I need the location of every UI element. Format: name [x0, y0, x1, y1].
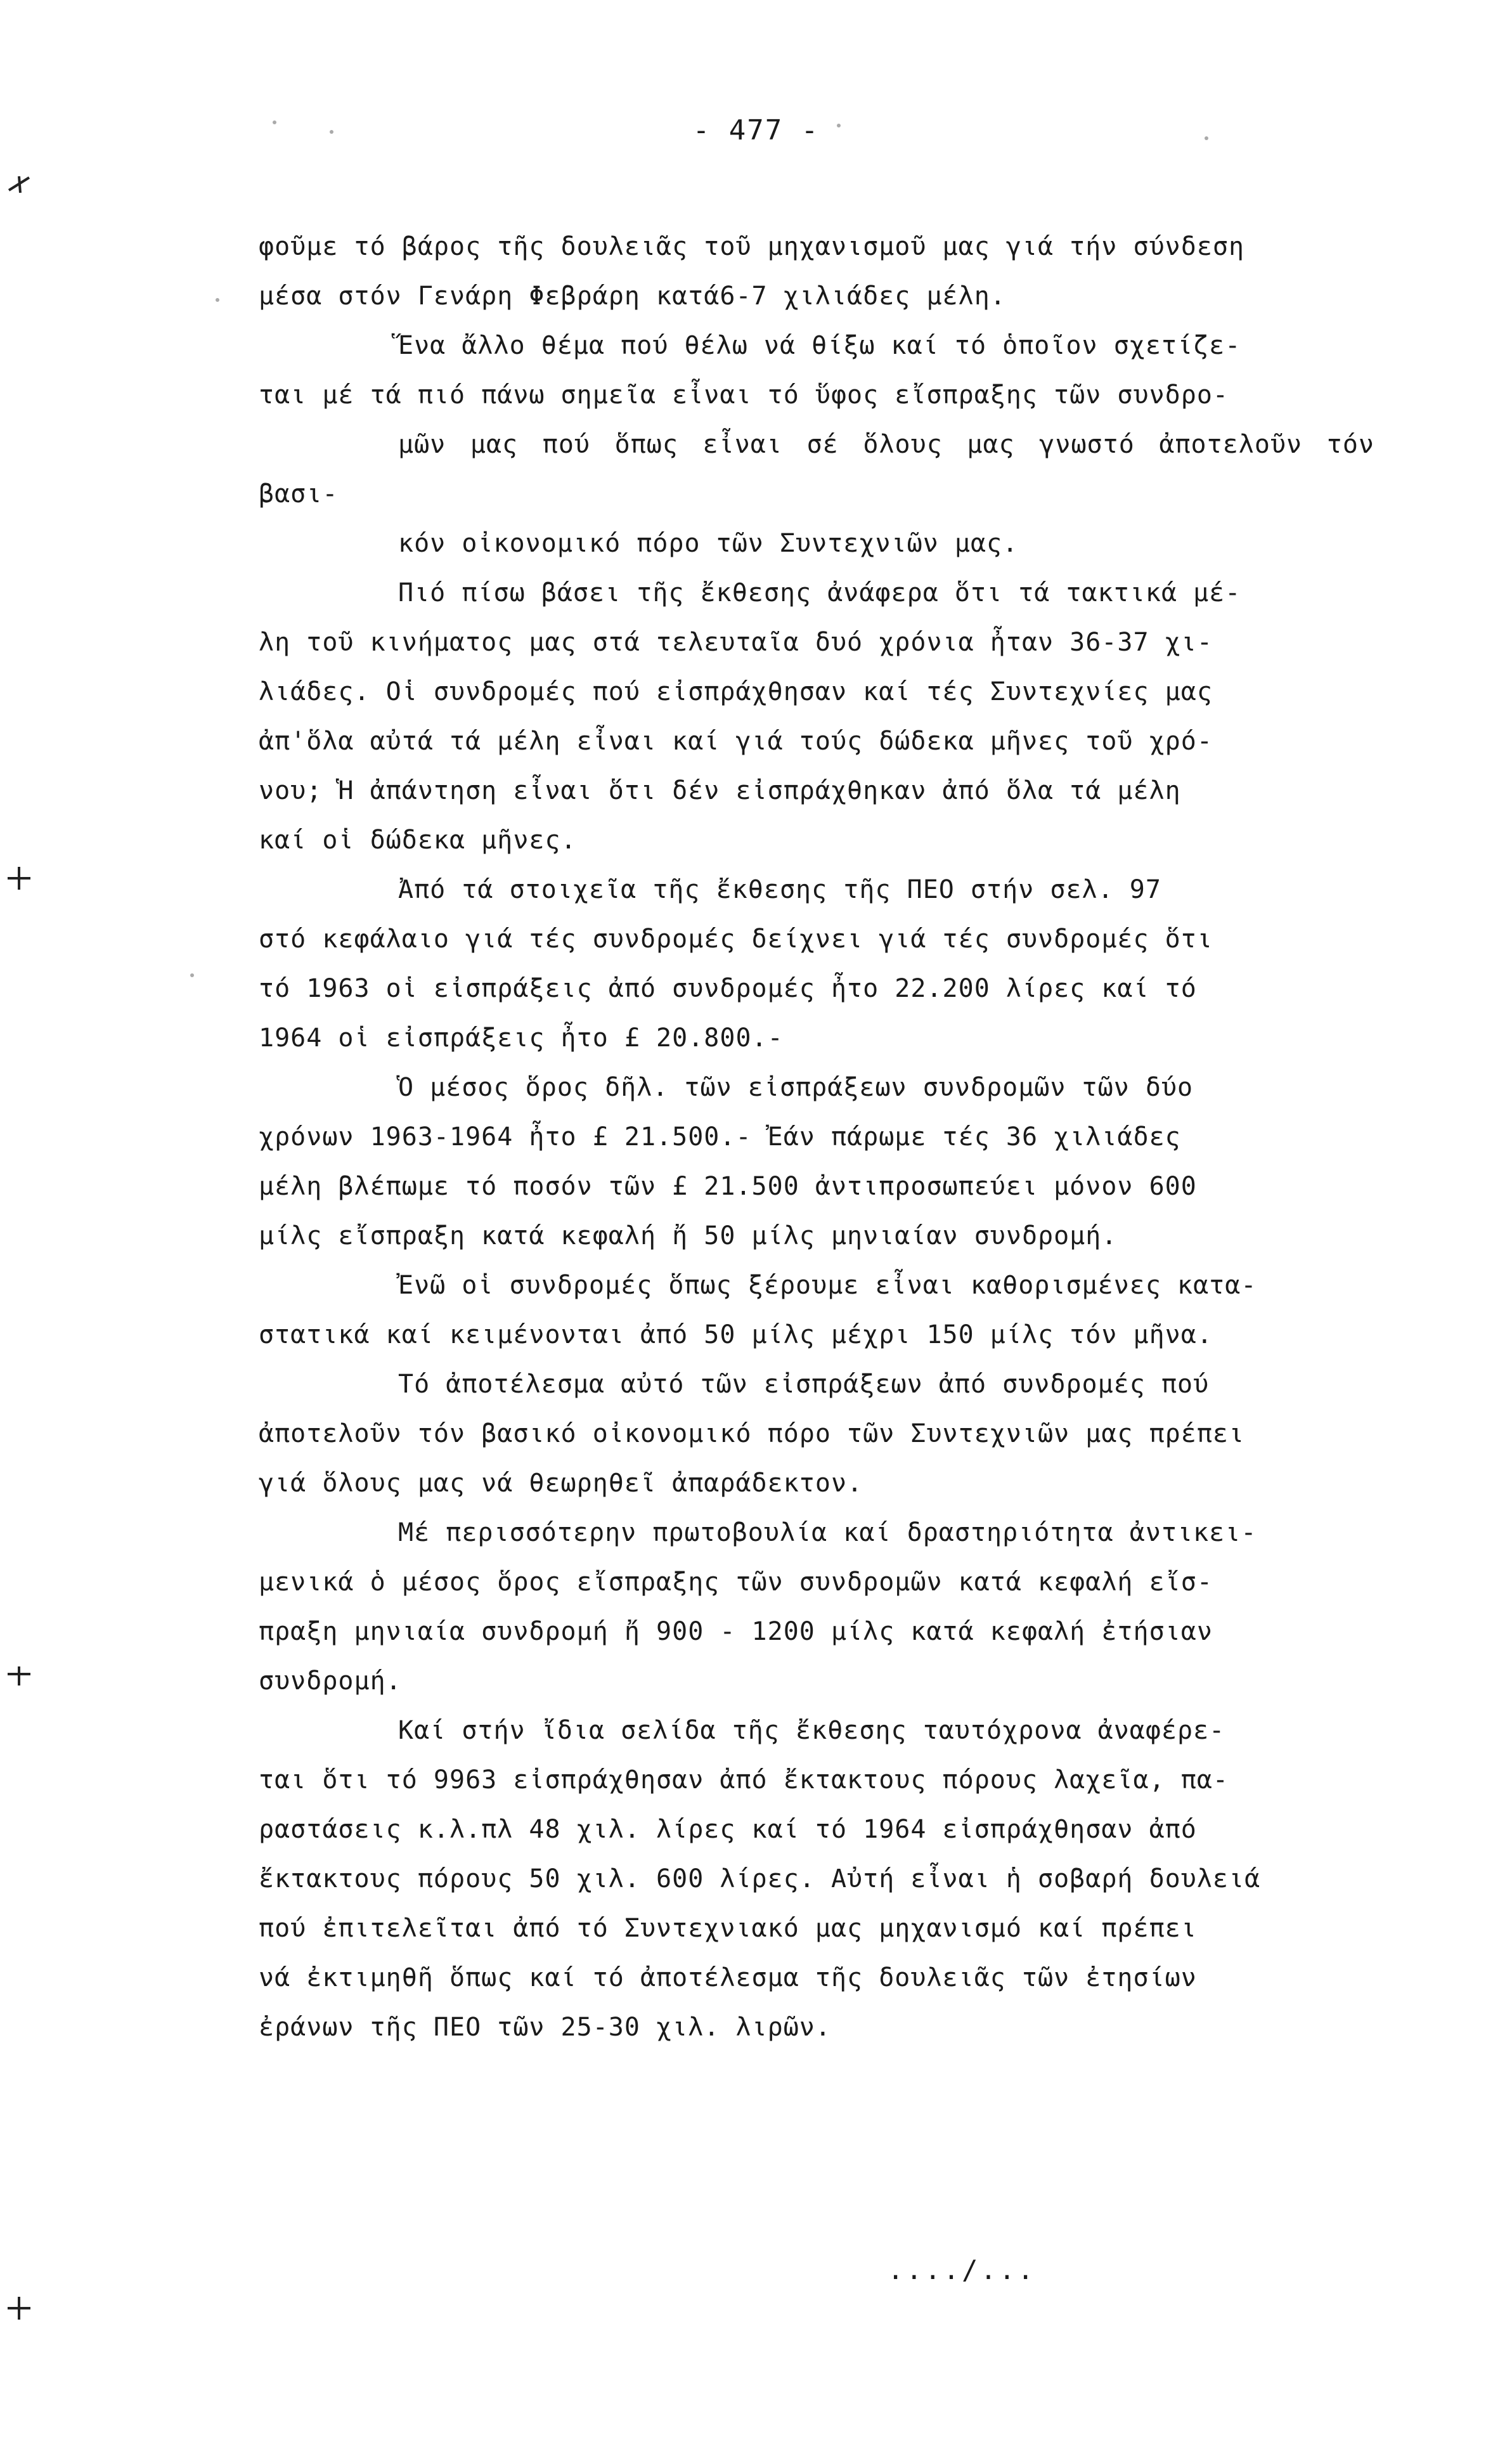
- text-line: χρόνων 1963-1964 ἦτο £ 21.500.- Ἐάν πάρωμε τές 36 χιλιάδες: [259, 1122, 1181, 1152]
- paragraph: [259, 222, 1374, 321]
- text-line: μίλς εἴσπραξη κατά κεφαλή ἤ 50 μίλς μηνιαίαν συνδρομή.: [259, 1221, 1118, 1250]
- scan-speck: [216, 298, 219, 302]
- scan-speck: [837, 124, 841, 127]
- paragraph-continuation: [259, 1112, 1374, 1261]
- text-line: ἀπ'ὅλα αὐτά τά μέλη εἶναι καί γιά τούς δώδεκα μῆνες τοῦ χρό-: [259, 727, 1213, 756]
- text-line: συνδρομή.: [259, 1666, 402, 1696]
- paragraph: [259, 568, 1374, 618]
- text-line: στό κεφάλαιο γιά τές συνδρομές δείχνει γιά τές συνδρομές ὅτι: [259, 925, 1213, 954]
- scan-speck: [190, 973, 194, 977]
- text-line: μῶν μας πού ὅπως εἶναι σέ ὅλους μας γνωστό ἀποτελοῦν τόν βασι-: [259, 430, 1374, 509]
- paragraph-continuation: [259, 1409, 1374, 1508]
- text-line: ραστάσεις κ.λ.πλ 48 χιλ. λίρες καί τό 1964 εἰσπράχθησαν ἀπό: [259, 1815, 1197, 1844]
- text-line: Τό ἀποτέλεσμα αὐτό τῶν εἰσπράξεων ἀπό συνδρομές πού: [398, 1370, 1210, 1399]
- text-line: πραξη μηνιαία συνδρομή ἤ 900 - 1200 μίλς κατά κεφαλή ἐτήσιαν: [259, 1617, 1213, 1646]
- paragraph-continuation: [259, 1310, 1374, 1360]
- text-line: Πιό πίσω βάσει τῆς ἔκθεσης ἀνάφερα ὅτι τά τακτικά μέ-: [398, 578, 1241, 607]
- paragraph: [259, 1063, 1374, 1112]
- text-line: νου; Ἡ ἀπάντηση εἶναι ὅτι δέν εἰσπράχθηκαν ἀπό ὅλα τά μέλη: [259, 776, 1181, 805]
- text-line: κόν οἰκονομικό πόρο τῶν Συντεχνιῶν μας.: [398, 529, 1019, 558]
- body-text: [259, 222, 1374, 2052]
- paragraph: [259, 1360, 1374, 1409]
- text-line: μέσα στόν Γενάρη Φεβράρη κατά6-7 χιλιάδες μέλη.: [259, 282, 1006, 311]
- paragraph: [259, 1261, 1374, 1310]
- margin-mark-icon: [6, 866, 32, 891]
- continuation-mark: ..../...: [888, 2254, 1037, 2285]
- paragraph-continuation: [259, 1755, 1374, 2052]
- text-line: τό 1963 οἱ εἰσπράξεις ἀπό συνδρομές ἦτο 22.200 λίρες καί τό: [259, 974, 1197, 1003]
- text-line: ἀποτελοῦν τόν βασικό οἰκονομικό πόρο τῶν Συντεχνιῶν μας πρέπει: [259, 1419, 1245, 1448]
- text-line: λη τοῦ κινήματος μας στά τελευταῖα δυό χρόνια ἦταν 36-37 χι-: [259, 628, 1213, 657]
- text-line: καί οἱ δώδεκα μῆνες.: [259, 826, 577, 855]
- text-line: λιάδες. Οἱ συνδρομές πού εἰσπράχθησαν καί τές Συντεχνίες μας: [259, 677, 1213, 706]
- paragraph: [259, 1706, 1374, 1755]
- paragraph: [259, 321, 1374, 568]
- scan-speck: [273, 120, 276, 124]
- text-line: ἔκτακτους πόρους 50 χιλ. 600 λίρες. Αὐτή εἶναι ἡ σοβαρή δουλειά: [259, 1864, 1261, 1893]
- text-line: ται ὅτι τό 9963 εἰσπράχθησαν ἀπό ἔκτακτους πόρους λαχεῖα, πα-: [259, 1765, 1229, 1795]
- text-line: 1964 οἱ εἰσπράξεις ἦτο £ 20.800.-: [259, 1023, 784, 1053]
- text-line: Ἀπό τά στοιχεῖα τῆς ἔκθεσης τῆς ΠΕΟ στήν σελ. 97: [398, 875, 1161, 904]
- paragraph: [259, 865, 1374, 914]
- text-line: ται μέ τά πιό πάνω σημεῖα εἶναι τό ὕφος εἴσπραξης τῶν συνδρο-: [259, 380, 1229, 410]
- scan-speck: [1205, 136, 1208, 140]
- margin-mark-icon: [6, 171, 32, 197]
- text-line: φοῦμε τό βάρος τῆς δουλειᾶς τοῦ μηχανισμοῦ μας γιά τήν σύνδεση: [259, 232, 1245, 261]
- text-line: Ἐνῶ οἱ συνδρομές ὅπως ξέρουμε εἶναι καθορισμένες κατα-: [398, 1271, 1257, 1300]
- paragraph: [259, 1508, 1374, 1557]
- margin-mark-icon: [6, 1661, 32, 1687]
- paragraph-continuation: [259, 914, 1374, 1063]
- text-line: Μέ περισσότερην πρωτοβουλία καί δραστηριότητα ἀντικει-: [398, 1518, 1257, 1547]
- text-line: Ἕνα ἄλλο θέμα πού θέλω νά θίξω καί τό ὁποῖον σχετίζε-: [398, 331, 1241, 360]
- paragraph-continuation: [259, 1557, 1374, 1706]
- text-line: πού ἐπιτελεῖται ἀπό τό Συντεχνιακό μας μηχανισμό καί πρέπει: [259, 1914, 1197, 1943]
- paragraph-continuation: [259, 618, 1374, 865]
- text-line: γιά ὅλους μας νά θεωρηθεῖ ἀπαράδεκτον.: [259, 1469, 863, 1498]
- text-line: Ὁ μέσος ὅρος δῆλ. τῶν εἰσπράξεων συνδρομῶν τῶν δύο: [398, 1073, 1194, 1102]
- text-line: νά ἐκτιμηθῆ ὅπως καί τό ἀποτέλεσμα τῆς δουλειᾶς τῶν ἐτησίων: [259, 1963, 1197, 1992]
- page-number: - 477 -: [692, 114, 820, 146]
- margin-mark-icon: [6, 2296, 32, 2321]
- text-line: ἐράνων τῆς ΠΕΟ τῶν 25-30 χιλ. λιρῶν.: [259, 2013, 831, 2042]
- scan-speck: [330, 130, 333, 134]
- text-line: μενικά ὁ μέσος ὅρος εἴσπραξης τῶν συνδρομῶν κατά κεφαλή εἴσ-: [259, 1568, 1213, 1597]
- text-line: Καί στήν ἴδια σελίδα τῆς ἔκθεσης ταυτόχρονα ἀναφέρε-: [398, 1716, 1225, 1745]
- text-line: στατικά καί κειμένονται ἀπό 50 μίλς μέχρι 150 μίλς τόν μῆνα.: [259, 1320, 1213, 1349]
- text-line: μέλη βλέπωμε τό ποσόν τῶν £ 21.500 ἀντιπροσωπεύει μόνον 600: [259, 1172, 1197, 1201]
